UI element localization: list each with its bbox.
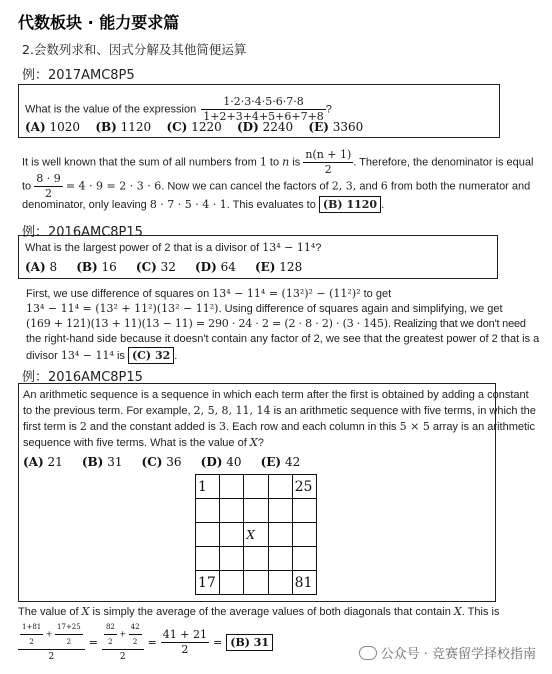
problem-3-line-4: sequence with five terms. What is the value of X?: [23, 436, 264, 449]
answer-box-1: (B) 1120: [319, 196, 381, 213]
problem-box-1: [18, 84, 500, 138]
example-label-2: 例：2016AMC8P15: [22, 225, 143, 240]
grid-cell: [220, 547, 244, 571]
grid-cell: [220, 475, 244, 499]
grid-cell: [292, 499, 316, 523]
watermark: 公众号 · 竞赛留学择校指南: [359, 643, 536, 662]
grid-cell: [268, 523, 292, 547]
answer-box-3: (B) 31: [226, 634, 273, 651]
array-grid: [195, 474, 317, 595]
example-label-1: 例：2017AMC8P5: [22, 68, 135, 83]
grid-cell: [268, 571, 292, 595]
grid-row: [196, 499, 317, 523]
solution-1-line-2: to $\frac{8 \cdot 9}{2}$ = 4 · 9 = 2 · 3 · 6. Now we can cancel the factors of 2, 3, and 6 from both the numerator and: [22, 172, 531, 200]
solution-2-line-1: First, we use difference of squares on 13⁴ − 11⁴ = (13²)² − (11²)² to get: [26, 287, 392, 300]
solution-2-line-4: the right-hand side because it doesn't contain any factor of 2, we see that the greatest power of 2 that is a: [26, 333, 540, 345]
problem-2-question: What is the largest power of 2 that is a divisor of 13⁴ − 11⁴?: [25, 241, 322, 254]
grid-cell: [268, 475, 292, 499]
grid-row: [196, 547, 317, 571]
grid-row: [196, 523, 317, 547]
grid-cell: [292, 547, 316, 571]
grid-cell: [220, 523, 244, 547]
grid-cell: [196, 547, 220, 571]
grid-cell: 17: [196, 571, 220, 595]
solution-2-line-2: 13⁴ − 11⁴ = (13² + 11²)(13² − 11²). Using difference of squares again and simplifying, we get: [26, 302, 503, 315]
grid-cell: [268, 547, 292, 571]
grid-cell: [244, 475, 268, 499]
grid-cell: 25: [292, 475, 316, 499]
page-title: 代数板块 · 能力要求篇: [18, 13, 180, 32]
problem-1-question: What is the value of the expression $\frac{1\cdot 2\cdot 3\cdot 4\cdot 5\cdot 6\cdot 7\cdot 8}{1+2+3+4+5+6+7+8}$ ?: [25, 95, 332, 123]
problem-1-fraction: $\frac{1\cdot 2\cdot 3\cdot 4\cdot 5\cdot 6\cdot 7\cdot 8}{1+2+3+4+5+6+7+8}$: [203, 95, 324, 123]
problem-box-2: [18, 235, 498, 279]
problem-3-line-1: An arithmetic sequence is a sequence in which each term after the first is obtained by adding a constant: [23, 389, 529, 401]
solution-3-equation: $\frac{1+81}{2}$ + $\frac{17+25}{2}$ 2 = $\frac{82}{2}$ + $\frac{42}{2}$ 2 = $\frac{41 + 21}{2}$ = (B) 31: [18, 620, 273, 664]
answer-box-2: (C) 32: [128, 347, 174, 364]
grid-cell: [244, 499, 268, 523]
problem-3-line-2: to the previous term. For example, 2, 5, 8, 11, 14 is an arithmetic sequence with five terms, in which the: [23, 404, 536, 417]
grid-cell: 1: [196, 475, 220, 499]
wechat-icon: [359, 646, 377, 660]
problem-2-choices: (A) 8 (B) 16 (C) 32 (D) 64 (E) 128: [25, 260, 303, 274]
solution-2-line-5: divisor 13⁴ − 11⁴ is (C) 32 .: [26, 349, 178, 362]
grid-cell: [220, 571, 244, 595]
grid-cell: 81: [292, 571, 316, 595]
solution-3-line-1: The value of X is simply the average of the average values of both diagonals that contain X. This is: [18, 605, 500, 618]
grid-cell: [244, 547, 268, 571]
grid-cell: [292, 523, 316, 547]
grid-cell: [220, 499, 244, 523]
problem-1-choices: (A) 1020 (B) 1120 (C) 1220 (D) 2240 (E) 3360: [25, 120, 364, 134]
example-label-3: 例：2016AMC8P15: [22, 370, 143, 385]
grid-row: [196, 475, 317, 499]
problem-3-choices: (A) 21 (B) 31 (C) 36 (D) 40 (E) 42: [23, 455, 301, 469]
solution-2-line-3: (169 + 121)(13 + 11)(13 − 11) = 290 · 24 · 2 = (2 · 8 · 2) · (3 · 145). Realizing that we don't need: [26, 317, 526, 330]
grid-cell: [268, 499, 292, 523]
grid-row: [196, 571, 317, 595]
solution-1-line-1: It is well known that the sum of all numbers from 1 to n is $\frac{n(n + 1)}{2}$ . Therefore, the denominator is equal: [22, 148, 534, 176]
solution-1-line-3: denominator, only leaving 8 · 7 · 5 · 4 · 1. This evaluates to (B) 1120 .: [22, 198, 385, 211]
grid-cell: X: [244, 523, 268, 547]
grid-cell: [196, 499, 220, 523]
section-subtitle: 2.会数列求和、因式分解及其他简便运算: [22, 42, 247, 57]
problem-3-line-3: first term is 2 and the constant added is 3. Each row and each column in this 5 × 5 array is an arithmetic: [23, 420, 535, 433]
grid-cell: [196, 523, 220, 547]
grid-cell: [244, 571, 268, 595]
